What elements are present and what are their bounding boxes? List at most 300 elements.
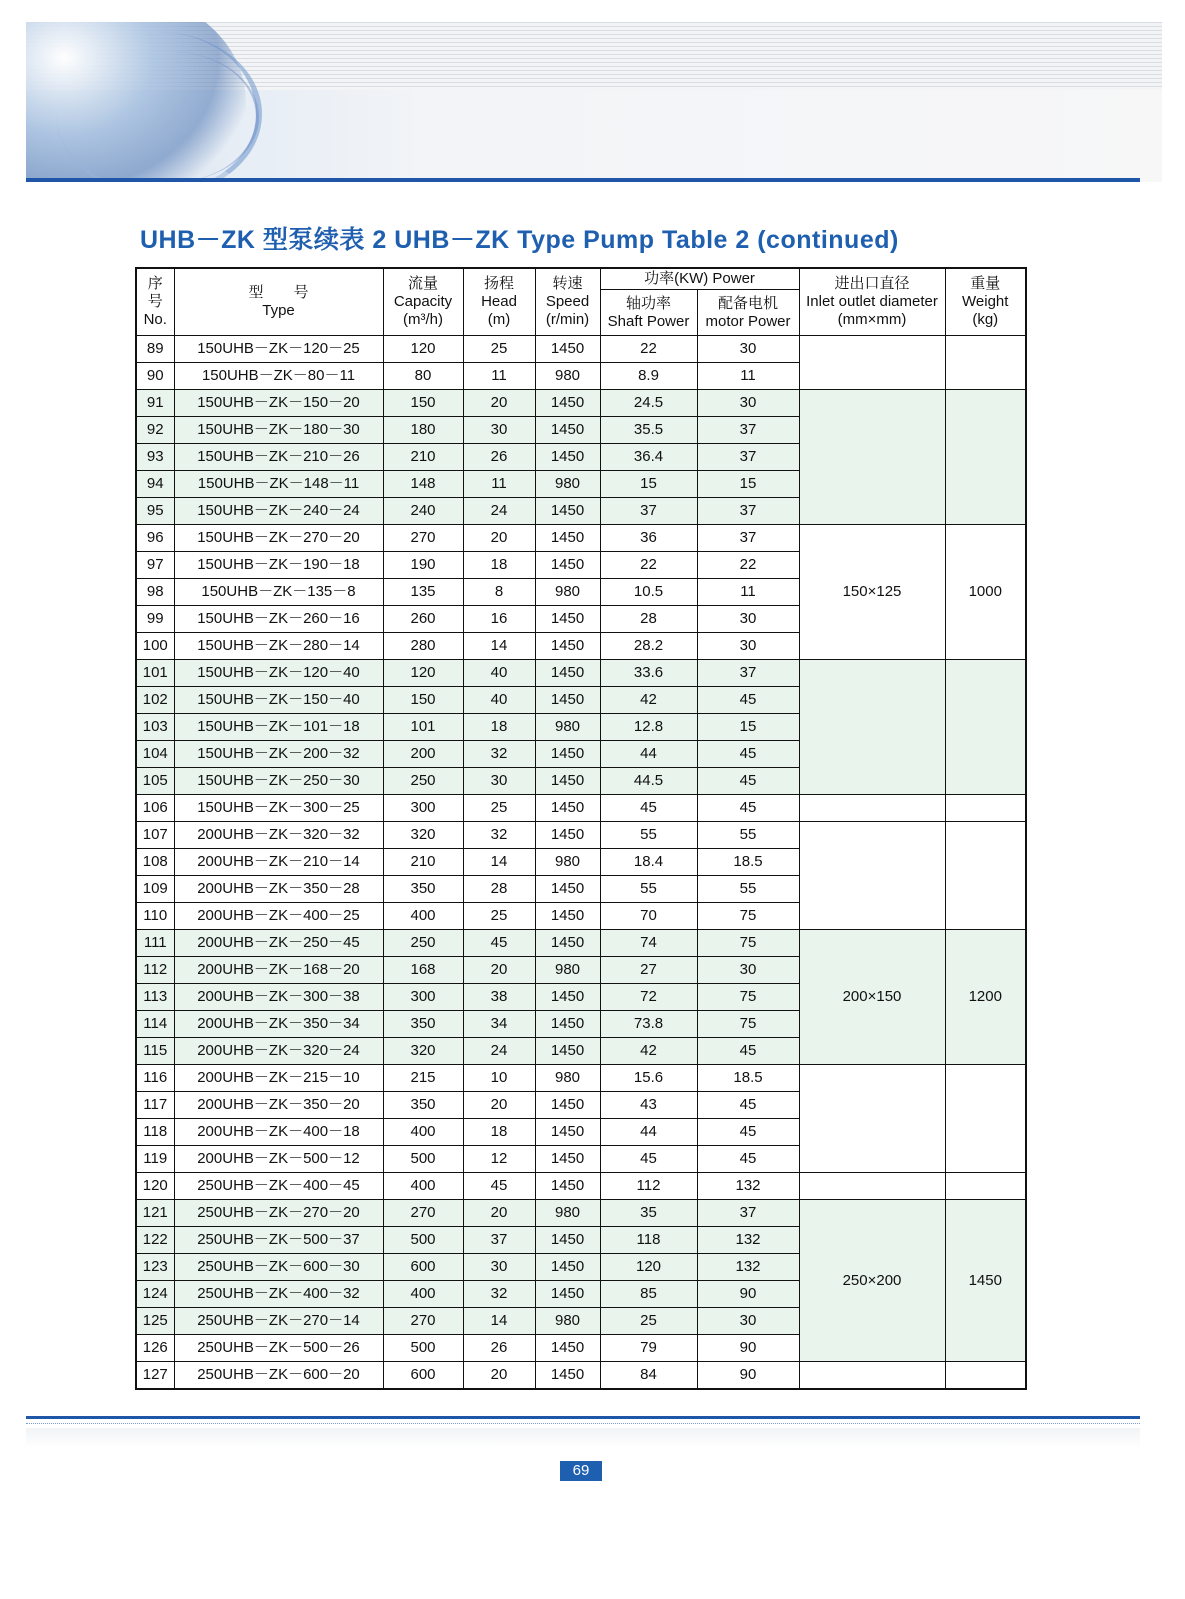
cell-cap: 270 (383, 1200, 463, 1227)
cell-weight (945, 660, 1026, 795)
cell-cap: 350 (383, 1011, 463, 1038)
cell-head: 12 (463, 1146, 535, 1173)
cell-cap: 500 (383, 1146, 463, 1173)
table-row (136, 660, 1026, 687)
cell-shaft: 22 (600, 336, 697, 363)
cell-shaft: 85 (600, 1281, 697, 1308)
cell-cap: 320 (383, 822, 463, 849)
cell-motor: 15 (697, 714, 799, 741)
cell-type: 250UHB－ZK－270－14 (174, 1308, 383, 1335)
cell-type: 200UHB－ZK－250－45 (174, 930, 383, 957)
cell-cap: 190 (383, 552, 463, 579)
cell-head: 20 (463, 1362, 535, 1390)
cell-head: 14 (463, 633, 535, 660)
cell-head: 20 (463, 390, 535, 417)
cell-head: 20 (463, 1200, 535, 1227)
cell-no: 127 (136, 1362, 174, 1390)
banner-swirl-arc (86, 52, 259, 182)
cell-type: 200UHB－ZK－350－20 (174, 1092, 383, 1119)
cell-motor: 37 (697, 1200, 799, 1227)
cell-speed: 1450 (535, 768, 600, 795)
cell-weight: 1200 (945, 930, 1026, 1065)
cell-motor: 30 (697, 1308, 799, 1335)
header-weight: 重量 Weight (kg) (945, 268, 1026, 336)
cell-no: 126 (136, 1335, 174, 1362)
cell-head: 18 (463, 552, 535, 579)
cell-head: 20 (463, 957, 535, 984)
cell-speed: 980 (535, 1308, 600, 1335)
table-row (136, 1362, 1026, 1390)
cell-shaft: 33.6 (600, 660, 697, 687)
cell-cap: 320 (383, 1038, 463, 1065)
cell-cap: 150 (383, 390, 463, 417)
cell-no: 125 (136, 1308, 174, 1335)
cell-cap: 120 (383, 660, 463, 687)
cell-head: 30 (463, 768, 535, 795)
cell-shaft: 35.5 (600, 417, 697, 444)
cell-speed: 1450 (535, 417, 600, 444)
cell-type: 250UHB－ZK－500－37 (174, 1227, 383, 1254)
cell-no: 111 (136, 930, 174, 957)
table-row (136, 1200, 1026, 1227)
cell-speed: 1450 (535, 930, 600, 957)
cell-weight (945, 795, 1026, 822)
cell-type: 250UHB－ZK－400－45 (174, 1173, 383, 1200)
cell-no: 96 (136, 525, 174, 552)
cell-motor: 45 (697, 1092, 799, 1119)
cell-diameter (799, 660, 945, 795)
cell-motor: 45 (697, 687, 799, 714)
cell-shaft: 45 (600, 795, 697, 822)
cell-speed: 1450 (535, 336, 600, 363)
page-title: UHB－ZK 型泵续表 2 UHB－ZK Type Pump Table 2 (continued) (140, 226, 899, 254)
cell-head: 8 (463, 579, 535, 606)
cell-no: 110 (136, 903, 174, 930)
cell-head: 25 (463, 795, 535, 822)
cell-speed: 1450 (535, 525, 600, 552)
cell-motor: 45 (697, 1146, 799, 1173)
cell-motor: 37 (697, 417, 799, 444)
cell-no: 90 (136, 363, 174, 390)
header-rule (26, 178, 1140, 182)
cell-speed: 980 (535, 1065, 600, 1092)
cell-no: 119 (136, 1146, 174, 1173)
page-number: 69 (560, 1461, 602, 1481)
cell-cap: 250 (383, 930, 463, 957)
cell-shaft: 79 (600, 1335, 697, 1362)
cell-motor: 15 (697, 471, 799, 498)
cell-no: 114 (136, 1011, 174, 1038)
cell-head: 20 (463, 1092, 535, 1119)
cell-speed: 1450 (535, 1335, 600, 1362)
cell-type: 150UHB－ZK－190－18 (174, 552, 383, 579)
cell-head: 11 (463, 363, 535, 390)
cell-type: 200UHB－ZK－500－12 (174, 1146, 383, 1173)
cell-type: 200UHB－ZK－300－38 (174, 984, 383, 1011)
cell-motor: 30 (697, 957, 799, 984)
cell-type: 150UHB－ZK－80－11 (174, 363, 383, 390)
cell-type: 250UHB－ZK－500－26 (174, 1335, 383, 1362)
cell-shaft: 25 (600, 1308, 697, 1335)
cell-type: 150UHB－ZK－210－26 (174, 444, 383, 471)
cell-speed: 980 (535, 957, 600, 984)
cell-shaft: 70 (600, 903, 697, 930)
cell-speed: 1450 (535, 1038, 600, 1065)
cell-no: 105 (136, 768, 174, 795)
cell-no: 94 (136, 471, 174, 498)
cell-head: 20 (463, 525, 535, 552)
cell-shaft: 44 (600, 741, 697, 768)
cell-weight (945, 822, 1026, 930)
cell-type: 150UHB－ZK－280－14 (174, 633, 383, 660)
cell-cap: 210 (383, 444, 463, 471)
table-body (136, 336, 1026, 1390)
cell-shaft: 37 (600, 498, 697, 525)
cell-no: 116 (136, 1065, 174, 1092)
cell-weight: 1000 (945, 525, 1026, 660)
table-row (136, 795, 1026, 822)
cell-type: 150UHB－ZK－120－40 (174, 660, 383, 687)
cell-motor: 30 (697, 606, 799, 633)
cell-head: 10 (463, 1065, 535, 1092)
cell-no: 122 (136, 1227, 174, 1254)
cell-speed: 1450 (535, 1227, 600, 1254)
header-no: 序 号 No. (136, 268, 174, 336)
cell-cap: 500 (383, 1335, 463, 1362)
cell-no: 109 (136, 876, 174, 903)
cell-shaft: 112 (600, 1173, 697, 1200)
cell-head: 38 (463, 984, 535, 1011)
cell-cap: 350 (383, 876, 463, 903)
cell-speed: 1450 (535, 606, 600, 633)
header-head: 扬程 Head (m) (463, 268, 535, 336)
cell-cap: 180 (383, 417, 463, 444)
cell-speed: 1450 (535, 687, 600, 714)
cell-motor: 30 (697, 390, 799, 417)
cell-diameter (799, 795, 945, 822)
cell-motor: 132 (697, 1254, 799, 1281)
table-row (136, 336, 1026, 363)
cell-diameter (799, 822, 945, 930)
cell-type: 200UHB－ZK－320－24 (174, 1038, 383, 1065)
cell-type: 200UHB－ZK－215－10 (174, 1065, 383, 1092)
cell-head: 24 (463, 498, 535, 525)
cell-cap: 80 (383, 363, 463, 390)
cell-diameter (799, 390, 945, 525)
cell-head: 25 (463, 336, 535, 363)
cell-motor: 45 (697, 1038, 799, 1065)
cell-no: 89 (136, 336, 174, 363)
cell-motor: 37 (697, 498, 799, 525)
cell-motor: 37 (697, 525, 799, 552)
cell-head: 40 (463, 687, 535, 714)
cell-head: 14 (463, 849, 535, 876)
cell-head: 32 (463, 822, 535, 849)
cell-type: 200UHB－ZK－350－34 (174, 1011, 383, 1038)
cell-motor: 55 (697, 876, 799, 903)
cell-type: 150UHB－ZK－250－30 (174, 768, 383, 795)
cell-speed: 980 (535, 849, 600, 876)
cell-motor: 45 (697, 768, 799, 795)
cell-no: 112 (136, 957, 174, 984)
cell-shaft: 44.5 (600, 768, 697, 795)
cell-speed: 980 (535, 714, 600, 741)
cell-speed: 1450 (535, 633, 600, 660)
cell-speed: 1450 (535, 444, 600, 471)
cell-speed: 1450 (535, 1254, 600, 1281)
cell-speed: 980 (535, 1200, 600, 1227)
cell-type: 150UHB－ZK－240－24 (174, 498, 383, 525)
cell-type: 150UHB－ZK－150－20 (174, 390, 383, 417)
cell-shaft: 55 (600, 822, 697, 849)
cell-speed: 1450 (535, 1146, 600, 1173)
cell-motor: 90 (697, 1281, 799, 1308)
cell-cap: 240 (383, 498, 463, 525)
cell-type: 150UHB－ZK－270－20 (174, 525, 383, 552)
cell-speed: 980 (535, 471, 600, 498)
cell-type: 250UHB－ZK－400－32 (174, 1281, 383, 1308)
cell-motor: 30 (697, 633, 799, 660)
cell-shaft: 35 (600, 1200, 697, 1227)
cell-diameter: 200×150 (799, 930, 945, 1065)
cell-head: 26 (463, 1335, 535, 1362)
cell-type: 200UHB－ZK－320－32 (174, 822, 383, 849)
header-type: 型 号 Type (174, 268, 383, 336)
cell-shaft: 44 (600, 1119, 697, 1146)
cell-cap: 135 (383, 579, 463, 606)
table-row (136, 390, 1026, 417)
cell-no: 100 (136, 633, 174, 660)
cell-shaft: 73.8 (600, 1011, 697, 1038)
cell-no: 121 (136, 1200, 174, 1227)
cell-type: 200UHB－ZK－350－28 (174, 876, 383, 903)
cell-no: 115 (136, 1038, 174, 1065)
cell-cap: 210 (383, 849, 463, 876)
cell-head: 14 (463, 1308, 535, 1335)
cell-motor: 75 (697, 903, 799, 930)
header-motor-power: 配备电机 motor Power (697, 290, 799, 336)
cell-head: 45 (463, 1173, 535, 1200)
cell-shaft: 15 (600, 471, 697, 498)
cell-no: 103 (136, 714, 174, 741)
cell-no: 124 (136, 1281, 174, 1308)
cell-cap: 280 (383, 633, 463, 660)
cell-cap: 101 (383, 714, 463, 741)
cell-speed: 1450 (535, 1092, 600, 1119)
cell-diameter (799, 1362, 945, 1390)
cell-no: 118 (136, 1119, 174, 1146)
cell-motor: 11 (697, 579, 799, 606)
cell-cap: 350 (383, 1092, 463, 1119)
cell-speed: 1450 (535, 1119, 600, 1146)
cell-no: 107 (136, 822, 174, 849)
cell-speed: 1450 (535, 1173, 600, 1200)
cell-shaft: 42 (600, 1038, 697, 1065)
cell-cap: 400 (383, 1119, 463, 1146)
cell-speed: 1450 (535, 822, 600, 849)
cell-cap: 270 (383, 525, 463, 552)
cell-type: 200UHB－ZK－400－25 (174, 903, 383, 930)
cell-cap: 250 (383, 768, 463, 795)
cell-shaft: 55 (600, 876, 697, 903)
cell-head: 26 (463, 444, 535, 471)
cell-diameter (799, 1173, 945, 1200)
table-row (136, 1173, 1026, 1200)
table-row (136, 930, 1026, 957)
header-diameter: 进出口直径 Inlet outlet diameter (mm×mm) (799, 268, 945, 336)
cell-cap: 600 (383, 1254, 463, 1281)
cell-speed: 1450 (535, 795, 600, 822)
table-row (136, 822, 1026, 849)
cell-speed: 1450 (535, 660, 600, 687)
cell-no: 104 (136, 741, 174, 768)
cell-motor: 22 (697, 552, 799, 579)
table-row (136, 525, 1026, 552)
cell-head: 30 (463, 1254, 535, 1281)
cell-speed: 980 (535, 363, 600, 390)
cell-cap: 215 (383, 1065, 463, 1092)
cell-no: 97 (136, 552, 174, 579)
cell-motor: 45 (697, 741, 799, 768)
cell-type: 150UHB－ZK－300－25 (174, 795, 383, 822)
cell-speed: 1450 (535, 390, 600, 417)
cell-type: 150UHB－ZK－135－8 (174, 579, 383, 606)
cell-motor: 75 (697, 984, 799, 1011)
cell-motor: 55 (697, 822, 799, 849)
cell-type: 150UHB－ZK－101－18 (174, 714, 383, 741)
cell-type: 150UHB－ZK－180－30 (174, 417, 383, 444)
cell-no: 92 (136, 417, 174, 444)
cell-head: 45 (463, 930, 535, 957)
cell-type: 200UHB－ZK－400－18 (174, 1119, 383, 1146)
cell-type: 150UHB－ZK－150－40 (174, 687, 383, 714)
cell-no: 113 (136, 984, 174, 1011)
cell-speed: 1450 (535, 876, 600, 903)
cell-shaft: 43 (600, 1092, 697, 1119)
cell-head: 25 (463, 903, 535, 930)
header-shaft-power: 轴功率 Shaft Power (600, 290, 697, 336)
cell-speed: 1450 (535, 1362, 600, 1390)
cell-shaft: 120 (600, 1254, 697, 1281)
cell-no: 102 (136, 687, 174, 714)
cell-weight (945, 1173, 1026, 1200)
cell-shaft: 27 (600, 957, 697, 984)
cell-shaft: 36 (600, 525, 697, 552)
cell-shaft: 28 (600, 606, 697, 633)
cell-cap: 260 (383, 606, 463, 633)
cell-no: 91 (136, 390, 174, 417)
cell-shaft: 42 (600, 687, 697, 714)
cell-motor: 11 (697, 363, 799, 390)
cell-head: 11 (463, 471, 535, 498)
cell-shaft: 8.9 (600, 363, 697, 390)
cell-type: 200UHB－ZK－210－14 (174, 849, 383, 876)
header-banner (26, 22, 1162, 182)
cell-cap: 200 (383, 741, 463, 768)
cell-cap: 120 (383, 336, 463, 363)
cell-shaft: 36.4 (600, 444, 697, 471)
cell-diameter: 150×125 (799, 525, 945, 660)
cell-shaft: 84 (600, 1362, 697, 1390)
cell-type: 200UHB－ZK－168－20 (174, 957, 383, 984)
cell-type: 150UHB－ZK－260－16 (174, 606, 383, 633)
cell-shaft: 24.5 (600, 390, 697, 417)
cell-speed: 1450 (535, 498, 600, 525)
cell-speed: 1450 (535, 552, 600, 579)
cell-head: 40 (463, 660, 535, 687)
cell-cap: 400 (383, 1173, 463, 1200)
cell-no: 117 (136, 1092, 174, 1119)
cell-cap: 600 (383, 1362, 463, 1390)
cell-shaft: 12.8 (600, 714, 697, 741)
cell-cap: 150 (383, 687, 463, 714)
cell-motor: 30 (697, 336, 799, 363)
cell-head: 32 (463, 741, 535, 768)
cell-motor: 75 (697, 930, 799, 957)
cell-cap: 300 (383, 795, 463, 822)
cell-shaft: 72 (600, 984, 697, 1011)
footer-band (26, 1428, 1140, 1448)
cell-no: 101 (136, 660, 174, 687)
cell-type: 250UHB－ZK－600－30 (174, 1254, 383, 1281)
cell-motor: 132 (697, 1173, 799, 1200)
cell-head: 16 (463, 606, 535, 633)
cell-shaft: 45 (600, 1146, 697, 1173)
cell-head: 37 (463, 1227, 535, 1254)
cell-diameter (799, 336, 945, 390)
cell-weight (945, 1362, 1026, 1390)
cell-cap: 168 (383, 957, 463, 984)
cell-motor: 90 (697, 1362, 799, 1390)
cell-motor: 18.5 (697, 849, 799, 876)
cell-speed: 1450 (535, 1011, 600, 1038)
cell-speed: 1450 (535, 1281, 600, 1308)
cell-motor: 132 (697, 1227, 799, 1254)
header-speed: 转速 Speed (r/min) (535, 268, 600, 336)
cell-diameter (799, 1065, 945, 1173)
cell-type: 150UHB－ZK－120－25 (174, 336, 383, 363)
header-power: 功率(KW) Power (600, 268, 799, 290)
cell-weight (945, 390, 1026, 525)
header-capacity: 流量 Capacity (m³/h) (383, 268, 463, 336)
cell-speed: 1450 (535, 741, 600, 768)
cell-motor: 90 (697, 1335, 799, 1362)
cell-no: 123 (136, 1254, 174, 1281)
cell-type: 150UHB－ZK－200－32 (174, 741, 383, 768)
cell-speed: 1450 (535, 903, 600, 930)
cell-diameter: 250×200 (799, 1200, 945, 1362)
pump-table (135, 267, 1027, 1390)
cell-shaft: 15.6 (600, 1065, 697, 1092)
cell-motor: 45 (697, 1119, 799, 1146)
cell-shaft: 22 (600, 552, 697, 579)
cell-no: 108 (136, 849, 174, 876)
cell-head: 18 (463, 1119, 535, 1146)
cell-no: 93 (136, 444, 174, 471)
cell-shaft: 28.2 (600, 633, 697, 660)
cell-cap: 148 (383, 471, 463, 498)
cell-cap: 400 (383, 1281, 463, 1308)
cell-weight: 1450 (945, 1200, 1026, 1362)
cell-motor: 37 (697, 660, 799, 687)
cell-speed: 1450 (535, 984, 600, 1011)
cell-no: 99 (136, 606, 174, 633)
footer-rule (26, 1416, 1140, 1419)
cell-type: 250UHB－ZK－270－20 (174, 1200, 383, 1227)
cell-head: 18 (463, 714, 535, 741)
cell-shaft: 74 (600, 930, 697, 957)
cell-motor: 18.5 (697, 1065, 799, 1092)
